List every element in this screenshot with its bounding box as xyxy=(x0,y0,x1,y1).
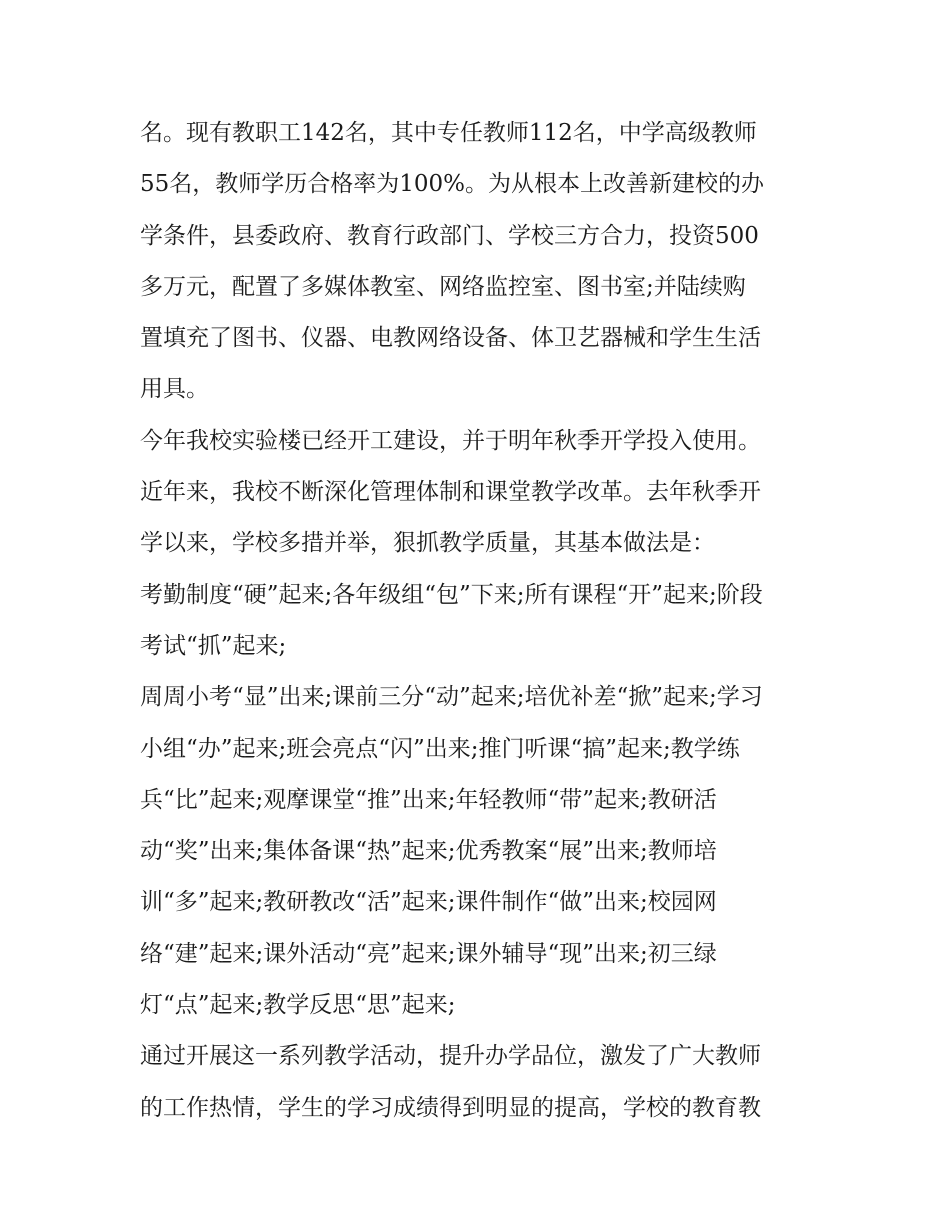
text-line-1: 名。现有教职工142名，其中专任教师112名，中学高级教师 xyxy=(140,120,757,146)
text-line-9: 学以来，学校多措并举，狠抓教学质量，其基本做法是： xyxy=(140,530,715,557)
text-line-10: 考勤制度“硬”起来;各年级组“包”下来;所有课程“开”起来;阶段 xyxy=(140,581,763,608)
text-line-12: 周周小考“显”出来;课前三分“动”起来;培优补差“掀”起来;学习 xyxy=(140,684,763,711)
text-line-13: 小组“办”起来;班会亮点“闪”出来;推门听课“搞”起来;教学练 xyxy=(140,735,740,762)
text-line-3: 学条件，县委政府、教育行政部门、学校三方合力，投资500 xyxy=(140,222,759,249)
text-line-6: 用具。 xyxy=(140,376,209,403)
text-line-18: 灯“点”起来;教学反思“思”起来; xyxy=(140,992,456,1019)
text-line-4: 多万元，配置了多媒体教室、网络监控室、图书室;并陆续购 xyxy=(140,273,746,300)
text-line-20: 的工作热情，学生的学习成绩得到明显的提高，学校的教育教 xyxy=(140,1094,761,1121)
text-line-14: 兵“比”起来;观摩课堂“推”出来;年轻教师“带”起来;教研活 xyxy=(140,786,717,813)
text-line-2: 55名，教师学历合格率为100%。为从根本上改善新建校的办 xyxy=(140,171,765,198)
text-line-7: 今年我校实验楼已经开工建设，并于明年秋季开学投入使用。 xyxy=(140,427,761,454)
text-line-11: 考试“抓”起来; xyxy=(140,632,287,659)
text-line-15: 动“奖”出来;集体备课“热”起来;优秀教案“展”出来;教师培 xyxy=(140,838,717,865)
text-line-5: 置填充了图书、仪器、电教网络设备、体卫艺器械和学生生活 xyxy=(140,325,761,352)
text-line-16: 训“多”起来;教研教改“活”起来;课件制作“做”出来;校园网 xyxy=(140,889,717,916)
body-text xyxy=(140,108,830,1134)
text-line-17: 络“建”起来;课外活动“亮”起来;课外辅导“现”出来;初三绿 xyxy=(140,940,717,967)
text-line-8: 近年来，我校不断深化管理体制和课堂教学改革。去年秋季开 xyxy=(140,479,761,506)
text-line-19: 通过开展这一系列教学活动，提升办学品位，激发了广大教师 xyxy=(140,1043,761,1070)
